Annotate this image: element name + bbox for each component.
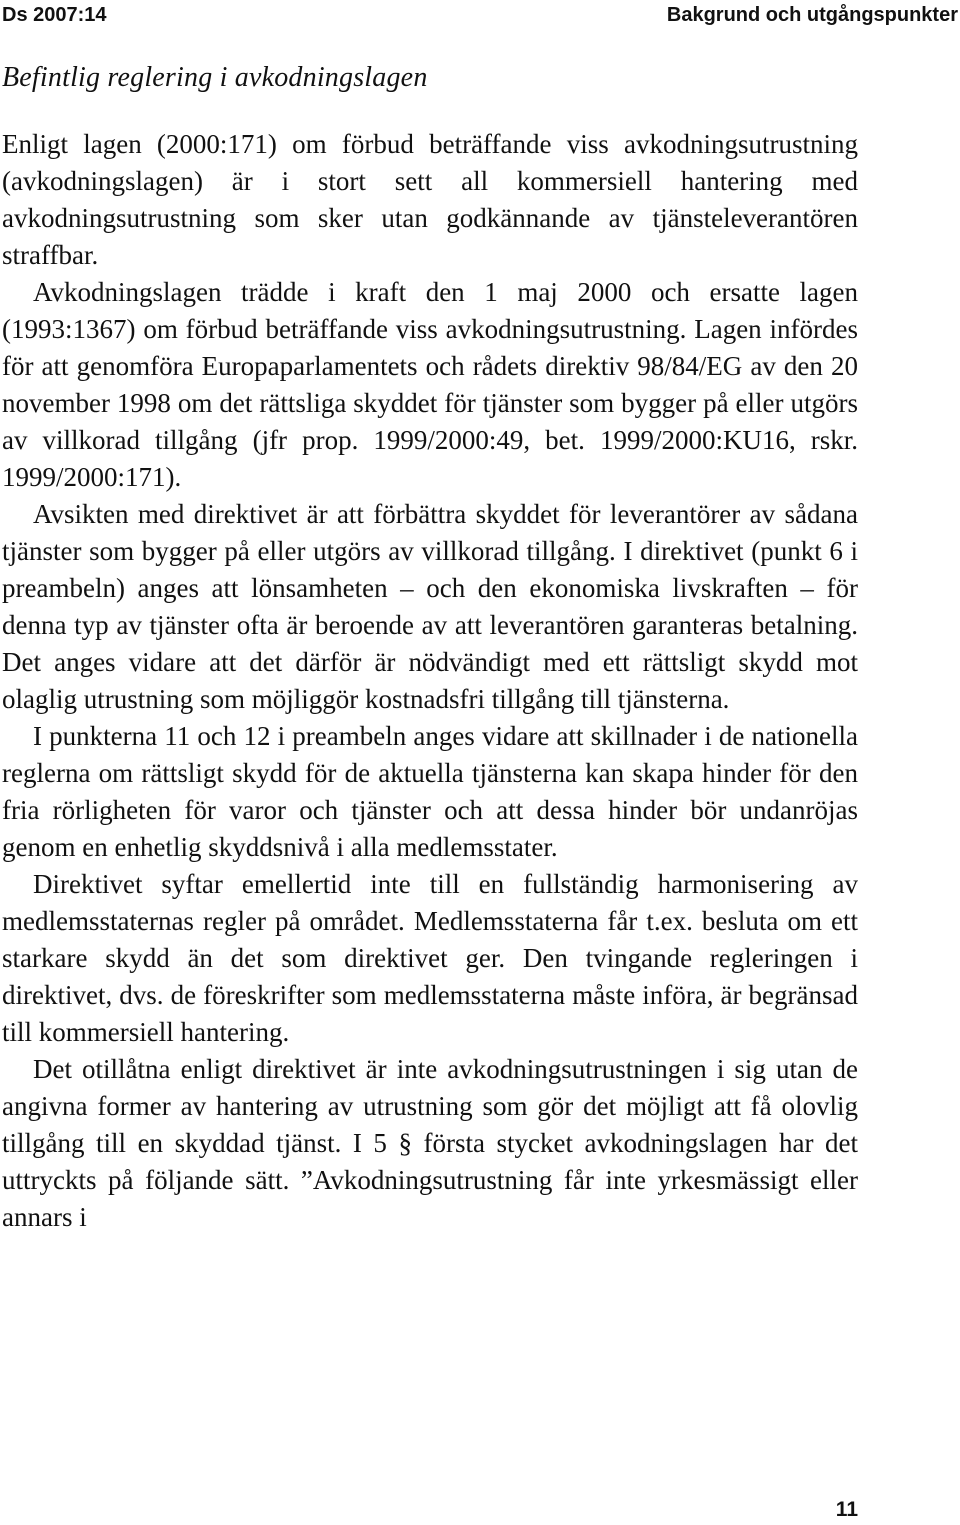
paragraph: Enligt lagen (2000:171) om förbud beträffande viss avkodningsutrustning (avkodningslagen) är i stort sett all kommersiell hantering med avkodningsutrustning som sker utan godkännande av tjänsteleverantören straffbar. <box>2 129 858 270</box>
paragraph: I punkterna 11 och 12 i preambeln anges vidare att skillnader i de nationella reglerna om rättsligt skydd för de aktuella tjänsterna kan skapa hinder för den fria rörligheten för varor och tjänster och att dessa hinder bör undanröjas genom en enhetlig skyddsnivå i alla medlemsstater. <box>2 721 858 862</box>
chapter-title: Bakgrund och utgångspunkter <box>666 4 958 26</box>
paragraph: Avkodningslagen trädde i kraft den 1 maj 2000 och ersatte lagen (1993:1367) om förbud beträffande viss avkodningsutrustning. Lagen infördes för att genomföra Europaparlamentets och rådets direktiv 98/84/EG av den 20 november 1998 om det rättsliga skyddet för tjänster som bygger på eller utgörs av villkorad tillgång (jfr prop. 1999/2000:49, bet. 1999/2000:KU16, rskr. 1999/2000:171). <box>2 277 858 492</box>
body-text <box>2 126 858 1236</box>
paragraph: Det otillåtna enligt direktivet är inte avkodningsutrustningen i sig utan de angivna former av hantering av utrustning som gör det möjligt att få olovlig tillgång till en skyddad tjänst. I 5 § första stycket avkodningslagen har det uttryckts på följande sätt. ”Avkodningsutrustning får inte yrkesmässigt eller annars i <box>2 1054 858 1232</box>
section-heading: Befintlig reglering i avkodningslagen <box>2 62 428 93</box>
paragraph: Avsikten med direktivet är att förbättra skyddet för leverantörer av sådana tjänster som bygger på eller utgörs av villkorad tillgång. I direktivet (punkt 6 i preambeln) anges att lönsamheten – och den ekonomiska livskraften – för denna typ av tjänster ofta är beroende av att leverantören garanteras betalning. Det anges vidare att det därför är nödvändigt med ett rättsligt skydd mot olaglig utrustning som möjliggör kostnadsfri tillgång till tjänsterna. <box>2 499 858 714</box>
page-number: 11 <box>835 1498 858 1521</box>
paragraph: Direktivet syftar emellertid inte till en fullständig harmonisering av medlemsstaternas regler på området. Medlemsstaterna får t.ex. besluta om ett starkare skydd än det som direktivet ger. Den tvingande regleringen i direktivet, dvs. de föreskrifter som medlemsstaterna måste införa, är begränsad till kommersiell hantering. <box>2 869 858 1047</box>
document-reference: Ds 2007:14 <box>2 4 107 26</box>
